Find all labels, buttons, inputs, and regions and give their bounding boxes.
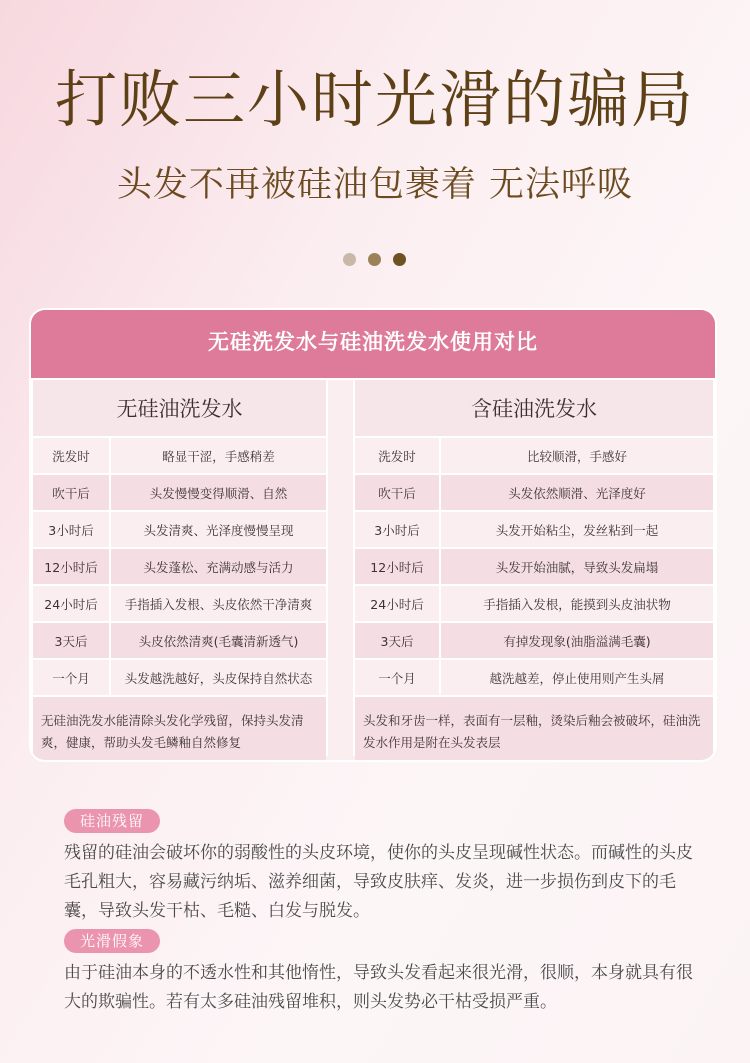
row-right-value: 头发开始油腻，导致头发扁塌 [441, 549, 713, 584]
row-right-value: 比较顺滑，手感好 [441, 438, 713, 473]
dot-2 [368, 253, 381, 266]
row-time-right: 3小时后 [355, 512, 439, 547]
column-divider [328, 380, 353, 760]
row-left-value: 头发慢慢变得顺滑、自然 [111, 475, 326, 510]
left-column-header: 无硅油洗发水 [33, 380, 326, 436]
row-right-value: 手指插入发根，能摸到头皮油状物 [441, 586, 713, 621]
row-left-value: 头皮依然清爽(毛囊清新透气) [111, 623, 326, 658]
page-title: 打败三小时光滑的骗局 [54, 63, 695, 136]
row-right-value: 有掉发现象(油脂溢满毛囊) [441, 623, 713, 658]
section-tag: 硅油残留 [64, 809, 160, 833]
comparison-table [31, 310, 715, 760]
row-time-right: 12小时后 [355, 549, 439, 584]
dot-1 [343, 253, 356, 266]
row-time-left: 3小时后 [33, 512, 109, 547]
section-text: 由于硅油本身的不透水性和其他惰性，导致头发看起来很光滑，很顺，本身就具有很大的欺骗性。若有太多硅油残留堆积，则头发势必干枯受损严重。 [64, 963, 693, 1012]
row-left-value: 头发清爽、光泽度慢慢呈现 [111, 512, 326, 547]
row-left-value: 头发越洗越好，头皮保持自然状态 [111, 660, 326, 695]
carousel-dots [343, 253, 406, 266]
section-text: 残留的硅油会破坏你的弱酸性的头皮环境，使你的头皮呈现碱性状态。而碱性的头皮毛孔粗大，容易藏污纳垢、滋养细菌，导致皮肤痒、发炎，进一步损伤到皮下的毛囊，导致头发干枯、毛糙、白发与脱发。 [64, 843, 693, 921]
row-time-left: 洗发时 [33, 438, 109, 473]
row-right-value: 头发依然顺滑、光泽度好 [441, 475, 713, 510]
dot-3 [393, 253, 406, 266]
row-left-value: 头发蓬松、充满动感与活力 [111, 549, 326, 584]
section-smooth-illusion [64, 929, 696, 1017]
section-tag: 光滑假象 [64, 929, 160, 953]
row-right-value: 越洗越差，停止使用则产生头屑 [441, 660, 713, 695]
row-time-right: 24小时后 [355, 586, 439, 621]
right-note: 头发和牙齿一样，表面有一层釉，烫染后釉会被破坏，硅油洗发水作用是附在头发表层 [355, 697, 713, 760]
row-left-value: 略显干涩，手感稍差 [111, 438, 326, 473]
section-silicone-residue [64, 809, 696, 926]
row-left-value: 手指插入发根、头皮依然干净清爽 [111, 586, 326, 621]
table-grid [31, 378, 715, 756]
row-time-right: 洗发时 [355, 438, 439, 473]
row-time-left: 3天后 [33, 623, 109, 658]
row-time-right: 3天后 [355, 623, 439, 658]
left-note: 无硅油洗发水能清除头发化学残留，保持头发清爽，健康，帮助头发毛鳞釉自然修复 [33, 697, 326, 760]
row-time-left: 吹干后 [33, 475, 109, 510]
table-title: 无硅洗发水与硅油洗发水使用对比 [31, 310, 715, 378]
row-right-value: 头发开始粘尘，发丝粘到一起 [441, 512, 713, 547]
row-time-left: 一个月 [33, 660, 109, 695]
row-time-left: 24小时后 [33, 586, 109, 621]
page-subtitle: 头发不再被硅油包裹着 无法呼吸 [116, 165, 634, 205]
row-time-right: 吹干后 [355, 475, 439, 510]
row-time-left: 12小时后 [33, 549, 109, 584]
row-time-right: 一个月 [355, 660, 439, 695]
right-column-header: 含硅油洗发水 [355, 380, 713, 436]
